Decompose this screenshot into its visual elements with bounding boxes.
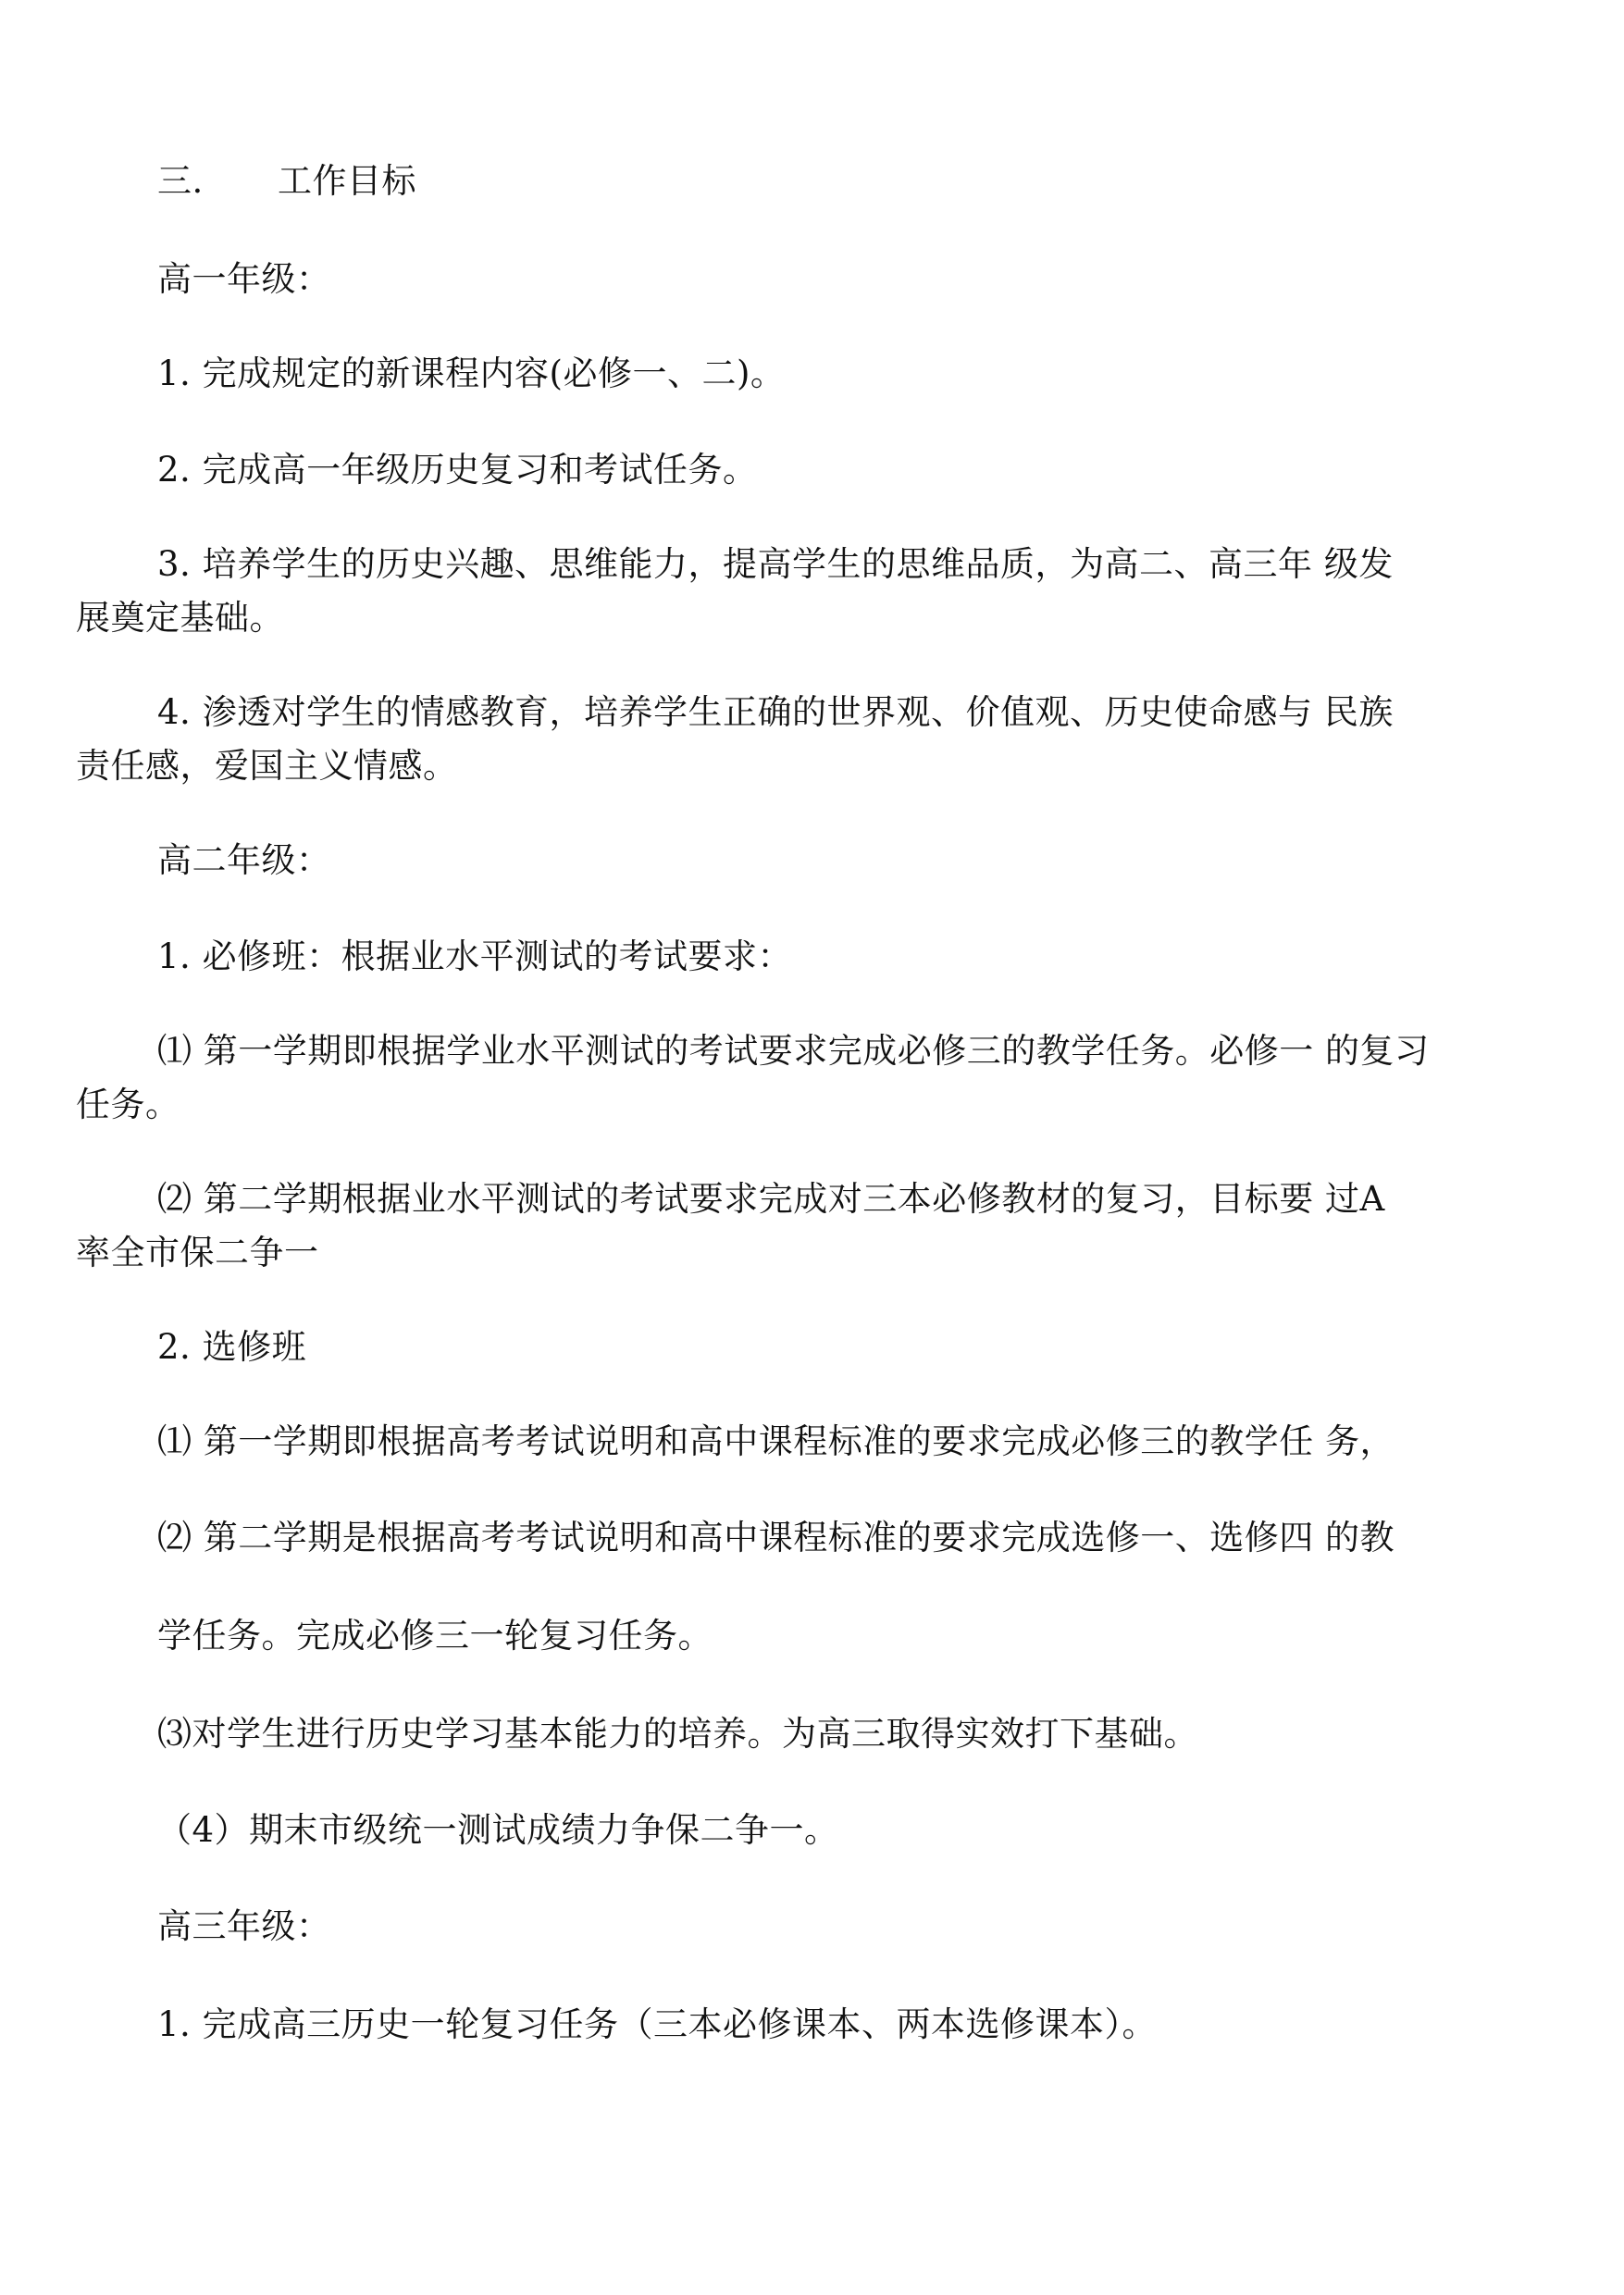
grade1-heading: 高一年级： (157, 259, 331, 299)
grade2-required-sub2-line2: 率全市保二争一 (76, 1233, 319, 1272)
grade3-heading: 高三年级： (157, 1906, 331, 1946)
grade2-elective-sub1: ⑴ 第一学期即根据高考考试说明和高中课程标准的要求完成必修三的教学任 务， (157, 1421, 1395, 1461)
grade2-elective-heading: 2. 选修班 (157, 1327, 307, 1367)
grade1-item-2: 2. 完成高一年级历史复习和考试任务。 (157, 450, 758, 490)
grade1-item-3-line2: 展奠定基础。 (76, 598, 284, 638)
section-heading (157, 157, 416, 205)
grade2-elective-sub3: ⑶对学生进行历史学习基本能力的培养。为高三取得实效打下基础。 (157, 1714, 1198, 1754)
grade2-elective-sub2-line2: 学任务。完成必修三一轮复习任务。 (157, 1616, 713, 1656)
section-number: 三. (157, 161, 204, 201)
grade2-required-sub2-line1: ⑵ 第二学期根据业水平测试的考试要求完成对三本必修教材的复习，目标要 过A (157, 1179, 1385, 1219)
section-title: 工作目标 (278, 161, 416, 201)
grade2-heading: 高二年级： (157, 840, 331, 880)
grade3-item-1: 1. 完成高三历史一轮复习任务（三本必修课本、两本选修课本）。 (157, 2004, 1158, 2044)
grade2-required-sub1-line2: 任务。 (76, 1085, 180, 1124)
grade2-required-heading: 1. 必修班：根据业水平测试的考试要求： (157, 937, 793, 976)
grade1-item-4-line1: 4. 渗透对学生的情感教育，培养学生正确的世界观、价值观、历史使命感与 民族 (157, 692, 1394, 732)
grade2-elective-sub4: （4）期末市级统一测试成绩力争保二争一。 (157, 1810, 839, 1850)
grade2-elective-sub2-line1: ⑵ 第二学期是根据高考考试说明和高中课程标准的要求完成选修一、选修四 的教 (157, 1518, 1395, 1557)
grade1-item-1: 1. 完成规定的新课程内容(必修一、二)。 (157, 354, 786, 393)
grade1-item-3-line1: 3. 培养学生的历史兴趣、思维能力，提高学生的思维品质，为高二、高三年 级发 (157, 544, 1394, 584)
grade1-item-4-line2: 责任感，爱国主义情感。 (76, 746, 458, 786)
grade2-required-sub1-line1: ⑴ 第一学期即根据学业水平测试的考试要求完成必修三的教学任务。必修一 的复习 (157, 1031, 1430, 1071)
